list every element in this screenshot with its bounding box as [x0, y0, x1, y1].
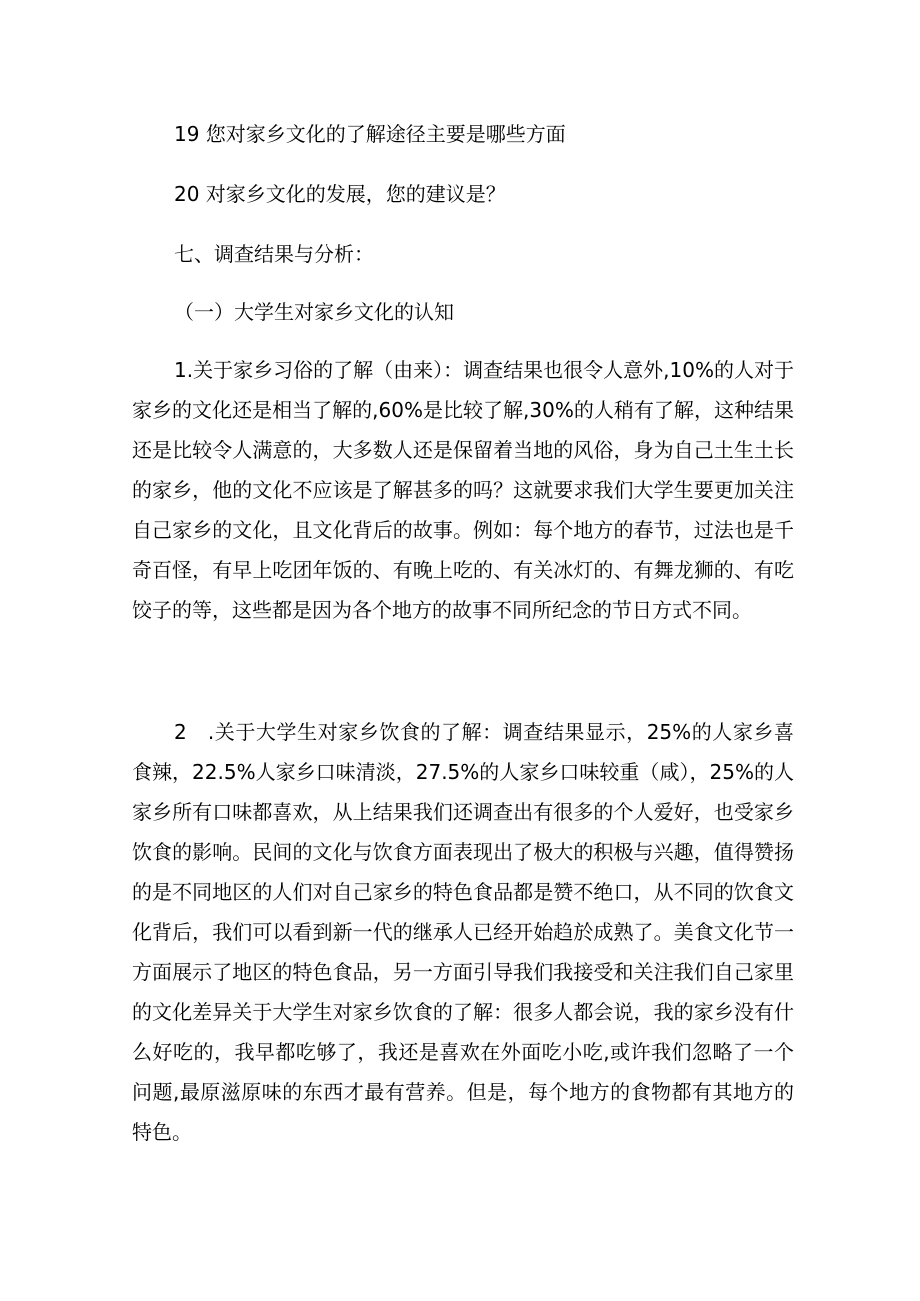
- paragraph-customs: 1.关于家乡习俗的了解（由来）：调查结果也很令人意外,10%的人对于家乡的文化还是相当了解的,60%是比较了解,30%的人稍有了解，这种结果还是比较令人满意的，大多数人还是保留着当地的风俗，身为自己土生土长的家乡，他的文化不应该是了解甚多的吗？这就要求我们大学生要更加关注自己家乡的文化，且文化背后的故事。例如：每个地方的春节，过法也是千奇百怪，有早上吃团年饭的、有晚上吃的、有关冰灯的、有舞龙狮的、有吃饺子的等，这些都是因为各个地方的故事不同所纪念的节日方式不同。: [132, 358, 794, 622]
- subsection-heading-1: （一）大学生对家乡文化的认知: [174, 300, 454, 324]
- paragraph-food: 2 .关于大学生对家乡饮食的了解：调查结果显示，25%的人家乡喜食辣，22.5%人家乡口味清淡，27.5%的人家乡口味较重（咸），25%的人家乡所有口味都喜欢，从上结果我们还调查出有很多的个人爱好，也受家乡饮食的影响。民间的文化与饮食方面表现出了极大的积极与兴趣，值得赞扬的是不同地区的人们对自己家乡的特色食品都是赞不绝口，从不同的饮食文化背后，我们可以看到新一代的继承人已经开始趋於成熟了。美食文化节一方面展示了地区的特色食品，另一方面引导我们我接受和关注我们自己家里的文化差异关于大学生对家乡饮食的了解：很多人都会说，我的家乡没有什么好吃的，我早都吃够了，我还是喜欢在外面吃小吃,或许我们忽略了一个问题,最原滋原味的东西才最有营养。但是，每个地方的食物都有其地方的特色。: [132, 720, 794, 1144]
- question-20: 20 对家乡文化的发展，您的建议是？: [174, 182, 506, 206]
- section-heading-7: 七、调查结果与分析：: [174, 242, 374, 266]
- question-19: 19 您对家乡文化的了解途径主要是哪些方面: [174, 122, 566, 146]
